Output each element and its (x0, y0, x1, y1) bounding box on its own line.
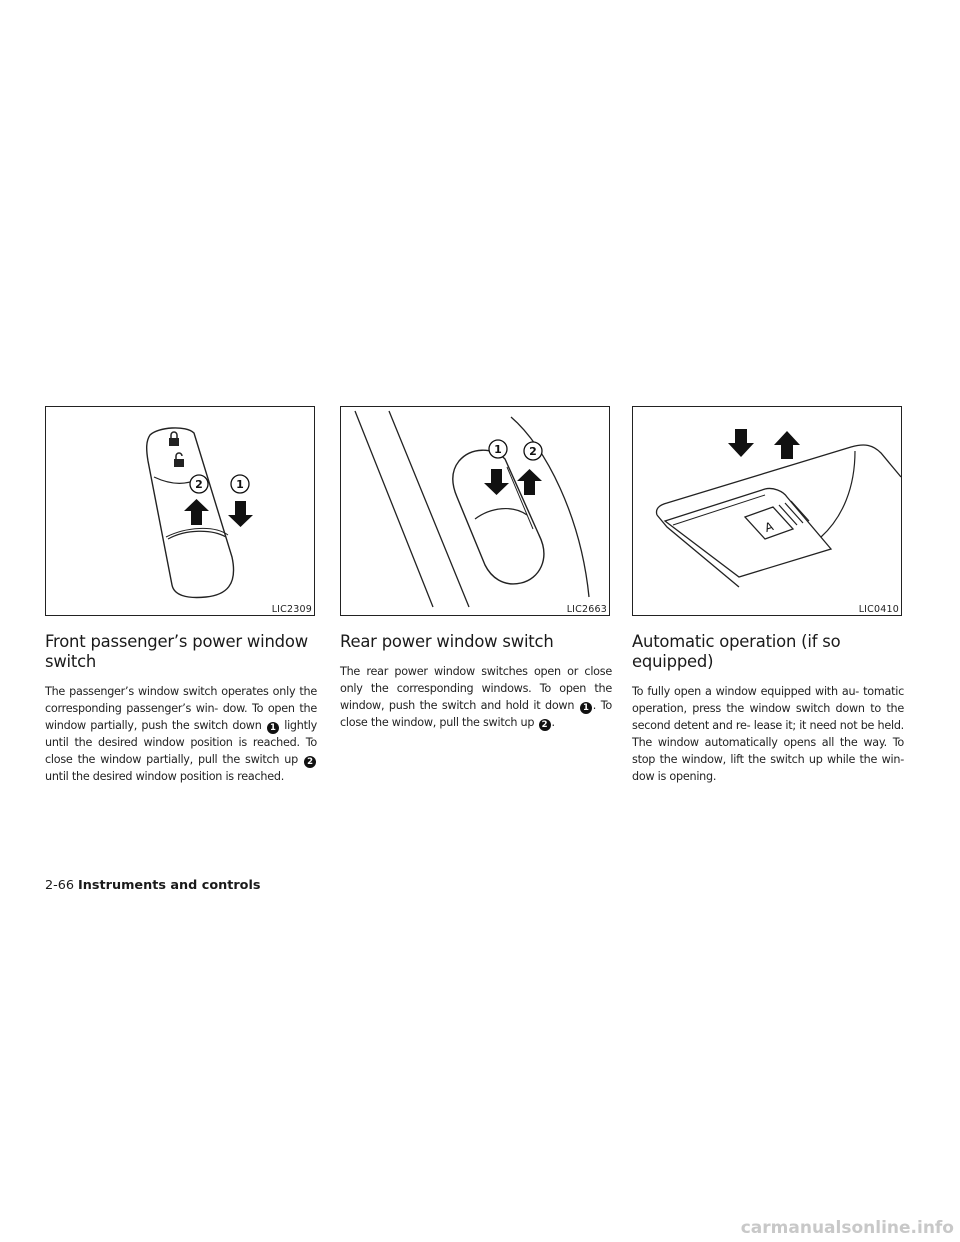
section-body: To fully open a window equipped with au- tomatic operation, press the window switch down to the second detent and re- lease it; it need not be held. The window automatically opens all the way. To stop the window, lift the switch up while the win- dow is opening. (632, 685, 904, 783)
figure-code: LIC2309 (271, 604, 312, 615)
arrow-down-icon (728, 429, 754, 457)
rear-switch-illustration (341, 407, 610, 616)
section-heading: Automatic operation (if so equipped) (632, 632, 841, 671)
figure-code: LIC0410 (858, 604, 899, 615)
section-heading: Rear power window switch (340, 632, 554, 651)
figure-rear-switch (340, 406, 610, 616)
watermark: carmanualsonline.info (740, 1218, 954, 1238)
section-rear-window (340, 406, 612, 731)
marker-2: 2 (304, 756, 316, 768)
section-front-passenger (45, 406, 317, 785)
marker-2: 2 (539, 719, 551, 731)
arrow-down-icon (484, 469, 509, 495)
callout-1: 1 (236, 478, 244, 491)
auto-switch-illustration (633, 407, 902, 616)
page-footer (45, 878, 260, 893)
figure-front-passenger-switch (45, 406, 315, 616)
lock-icon (169, 432, 179, 446)
auto-label: A (762, 519, 776, 535)
footer-section-title: Instruments and controls (78, 878, 261, 893)
arrow-up-icon (517, 469, 542, 495)
section-heading: Front passenger’s power window switch (45, 632, 308, 671)
figure-code: LIC2663 (566, 604, 607, 615)
section-body: The passenger’s window switch operates only the corresponding passenger’s win- dow. To open the window partially, push the switch down 1 lightly until the desired window position is reached. To close the window partially, pull the switch up 2 until the desired window position is reached. (45, 685, 317, 783)
callout-2: 2 (529, 445, 537, 458)
section-body: The rear power window switches open or close only the corresponding windows. To open the window, push the switch and hold it down 1 . To close the window, pull the switch up 2 . (340, 665, 613, 730)
callout-1: 1 (494, 443, 502, 456)
arrow-up-icon (774, 431, 800, 459)
arrow-up-icon (184, 499, 209, 525)
marker-1: 1 (580, 702, 592, 714)
arrow-down-icon (228, 501, 253, 527)
callout-2: 2 (195, 478, 203, 491)
figure-automatic-switch (632, 406, 902, 616)
marker-1: 1 (267, 722, 279, 734)
unlock-icon (174, 453, 184, 467)
section-automatic-operation (632, 406, 904, 785)
page-number: 2-66 (45, 878, 75, 893)
front-switch-illustration (46, 407, 315, 616)
